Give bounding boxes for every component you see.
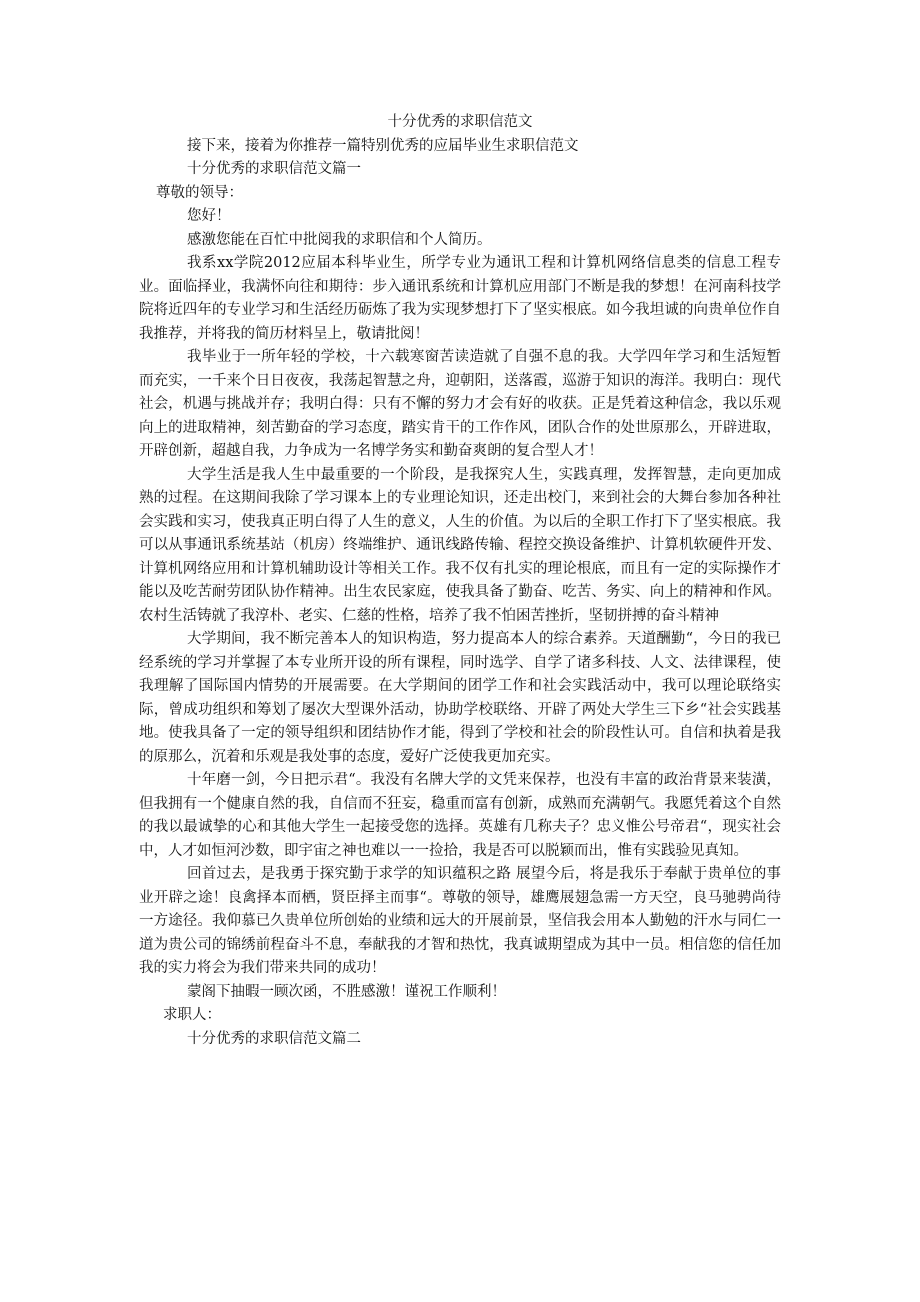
section-heading-2: 十分优秀的求职信范文篇二 xyxy=(187,1030,361,1047)
body-paragraph: 大学生活是我人生中最重要的一个阶段，是我探究人生，实践真理，发挥智慧，走向更加成熟的过程。在这期间我除了学习课本上的专业理论知识，还走出校门，来到社会的大舞台参加各种社会实践和实习，使我真正明白得了人生的意义，人生的价值。为以后的全职工作打下了坚实根底。我可以从事通讯系统基站（机房）终端维护、通讯线路传输、程控交换设备维护、计算机软硬件开发、计算机网络应用和计算机辅助设计等相关工作。我不仅有扎实的理论根底，而且有一定的实际操作才能以及吃苦耐劳团队协作精神。出生农民家庭，使我具备了勤奋、吃苦、务实、向上的精神和作风。农村生活铸就了我淳朴、老实、仁慈的性格，培养了我不怕困苦挫折，坚韧拼搏的奋斗精神 xyxy=(139,466,781,624)
thanks-line: 感激您能在百忙中批阅我的求职信和个人简历。 xyxy=(187,231,492,248)
body-paragraph: 我系xx学院2012应届本科毕业生，所学专业为通讯工程和计算机网络信息类的信息工程专业。面临择业，我满怀向往和期待：步入通讯系统和计算机应用部门不断是我的梦想！在河南科技学院将近四年的专业学习和生活经历砺炼了我为实现梦想打下了坚实根底。如今我坦诚的向贵单位作自我推荐，并将我的简历材料呈上，敬请批阅！ xyxy=(139,255,781,342)
body-paragraph: 回首过去，是我勇于探究勤于求学的知识蕴积之路 展望今后，将是我乐于奉献于贵单位的事业开辟之途！良禽择本而栖，贤臣择主而事“。尊敬的领导，雄鹰展翅急需一方天空，良马驰骋尚待一方途径。我仰慕已久贵单位所创始的业绩和远大的开展前景，坚信我会用本人勤勉的汗水与同仁一道为贵公司的锦绣前程奋斗不息，奉献我的才智和热忱，我真诚期望成为其中一员。相信您的信任加我的实力将会为我们带来共同的成功！ xyxy=(139,866,781,976)
body-paragraph: 大学期间，我不断完善本人的知识构造，努力提高本人的综合素养。天道酬勤“，今日的我已经系统的学习并掌握了本专业所开设的所有课程，同时选学、自学了诸多科技、人文、法律课程，使我理解了国际国内情势的开展需要。在大学期间的团学工作和社会实践活动中，我可以理论联络实际，曾成功组织和筹划了屡次大型课外活动，协助学校联络、开辟了两处大学生三下乡“社会实践基地。使我具备了一定的领导组织和团结协作才能，得到了学校和社会的阶段性认可。自信和执着是我的原那么，沉着和乐观是我处事的态度，爱好广泛使我更加充实。 xyxy=(139,631,781,765)
document-page xyxy=(139,111,781,1051)
signature-line: 求职人： xyxy=(163,1007,221,1023)
greeting: 您好！ xyxy=(187,208,231,224)
body-paragraph: 十年磨一剑，今日把示君“。我没有名牌大学的文凭来保荐，也没有丰富的政治背景来装潢，但我拥有一个健康自然的我，自信而不狂妄，稳重而富有创新，成熟而充满朝气。我愿凭着这个自然的我以最诚挚的心和其他大学生一起接受您的选择。英雄有几称夫子？忠义惟公号帝君“，现实社会中，人才如恒河沙数，即宇宙之神也难以一一捡拾，我是否可以脱颖而出，惟有实践验见真知。 xyxy=(139,772,781,859)
document-title: 十分优秀的求职信范文 xyxy=(387,114,533,130)
closing-line: 蒙阁下抽暇一顾次函，不胜感激！谨祝工作顺利！ xyxy=(187,983,506,1000)
section-heading-1: 十分优秀的求职信范文篇一 xyxy=(187,161,361,177)
intro-line: 接下来，接着为你推荐一篇特别优秀的应届毕业生求职信范文 xyxy=(187,137,579,154)
salutation: 尊敬的领导： xyxy=(156,184,243,201)
body-paragraph: 我毕业于一所年轻的学校，十六载寒窗苦读造就了自强不息的我。大学四年学习和生活短暂而充实，一千来个日日夜夜，我荡起智慧之舟，迎朝阳，送落霞，巡游于知识的海洋。我明白：现代社会，机遇与挑战并存；我明白得：只有不懈的努力才会有好的收获。正是凭着这种信念，我以乐观向上的进取精神，刻苦勤奋的学习态度，踏实肯干的工作作风，团队合作的处世原那么，开辟进取，开辟创新，超越自我，力争成为一名博学务实和勤奋爽朗的复合型人才！ xyxy=(139,349,781,459)
